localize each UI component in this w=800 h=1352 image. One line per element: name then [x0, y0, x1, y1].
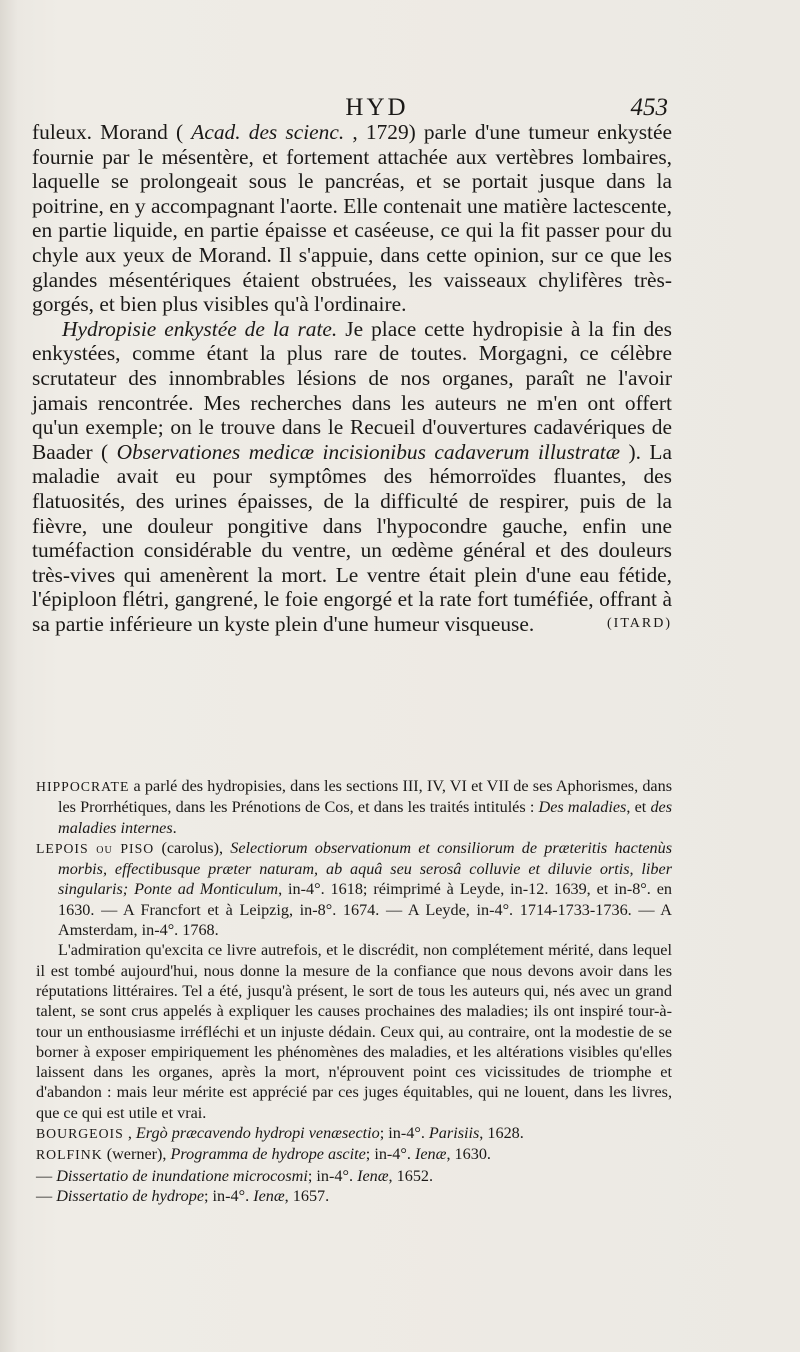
bibliography: [36, 776, 672, 1206]
paragraph-morand: fuleux. Morand ( Acad. des scienc. , 1729) parle d'une tumeur enkystée fournie par le mésentère, et fortement attachée aux vertèbres lombaires, laquelle se prolongeait sous le pancréas, et se portait jusque dans la poitrine, en y accompagnant l'aorte. Elle contenait une matière lactescente, en partie liquide, en partie épaisse et caséeuse, ce qui la fit passer pour du chyle aux yeux de Morand. Il s'appuie, dans cette opinion, sur ce que les glandes mésentériques étaient obstruées, les vaisseaux chylifères très-gorgés, et bien plus visibles qu'à l'ordinaire.: [32, 120, 672, 317]
main-text: [32, 120, 672, 637]
bibliography-entry: — Dissertatio de inundatione microcosmi; in-4°. Ienæ, 1652.: [36, 1166, 434, 1185]
citation-title: Acad. des scienc.: [191, 120, 345, 144]
bibliography-entry: LEPOIS ou PISO (carolus), Selectiorum observationum et consiliorum de præteritis hactenùs morbis, effectibusque præter naturam, ab aquâ seu serosâ colluvie et diluvie ortis, liber singularis; Ponte ad Monticulum, in-4°. 1618; réimprimé à Leyde, in-12. 1639, et in-8°. en 1630. — A Francfort et à Leipzig, in-8°. 1674. — A Leyde, in-4°. 1714-1733-1736. — A Amsterdam, in-4°. 1768.: [36, 838, 673, 940]
section-heading: Hydropisie enkystée de la rate.: [62, 316, 338, 341]
bibliography-entry: ROLFINK (werner), Programma de hydrope ascite; in-4°. Ienæ, 1630.: [36, 1145, 491, 1164]
citation-title: Observationes medicæ incisionibus cadaverum illustratæ: [116, 439, 620, 464]
bibliography-entry: BOURGEOIS , Ergò præcavendo hydropi venæsectio; in-4°. Parisiis, 1628.: [36, 1124, 524, 1143]
bibliography-entry: — Dissertatio de hydrope; in-4°. Ienæ, 1657.: [36, 1186, 330, 1205]
bibliography-commentary: L'admiration qu'excita ce livre autrefois, et le discrédit, non complétement mérité, dans lequel il est tombé aujourd'hui, nous donne la mesure de la confiance que nous devons avoir dans les réputations littéraires. Tel a été, jusqu'à présent, le sort de tous les auteurs qui, nés avec un grand talent, se sont crus appelés à expliquer les causes prochaines des maladies; ils ont inspiré tour-à-tour un enthousiasme irréfléchi et un injuste dédain. Ceux qui, au contraire, ont la modestie de se borner à exposer empiriquement les phénomènes des maladies, et les altérations visibles qu'elles laissent dans les organes, après la mort, n'éprouvent point ces vicissitudes de triomphe et d'abandon : mais leur mérite est apprécié par ces juges équitables, qui ne louent, dans les livres, que ce qui est utile et vrai.: [36, 941, 672, 1122]
paragraph-rate: Hydropisie enkystée de la rate. Je place cette hydropisie à la fin des enkystées, comme étant la plus rare de toutes. Morgagni, ce célèbre scrutateur des innombrables lésions de nos organes, paraît ne l'avoir jamais rencontrée. Mes recherches dans les auteurs ne m'en ont offert qu'un exemple; on le trouve dans le Recueil d'ouvertures cadavériques de Baader ( Observationes medicæ incisionibus cadaverum illustratæ ). La maladie avait eu pour symptômes des hémorroïdes fluantes, des flatuosités, des urines épaisses, de la difficulté de respirer, puis de la fièvre, une douleur pongitive dans l'hypocondre gauche, enfin une tuméfaction considérable du ventre, un œdème général et des douleurs très-vives qui amenèrent la mort. Le ventre était plein d'une eau fétide, l'épiploon flétri, gangrené, le foie engorgé et la rate fort tuméfiée, offrant à sa partie inférieure un kyste plein d'une humeur visqueuse.: [32, 316, 672, 636]
bibliography-entry: HIPPOCRATE a parlé des hydropisies, dans les sections III, IV, VI et VII de ses Aphorismes, dans les Prorrhétiques, dans les Prénotions de Cos, et dans les traités intitulés : Des maladies, et des maladies internes.: [36, 777, 673, 837]
page-number: 453: [630, 94, 668, 121]
running-head: HYD: [345, 94, 409, 121]
author-signature: (ITARD): [607, 616, 672, 632]
